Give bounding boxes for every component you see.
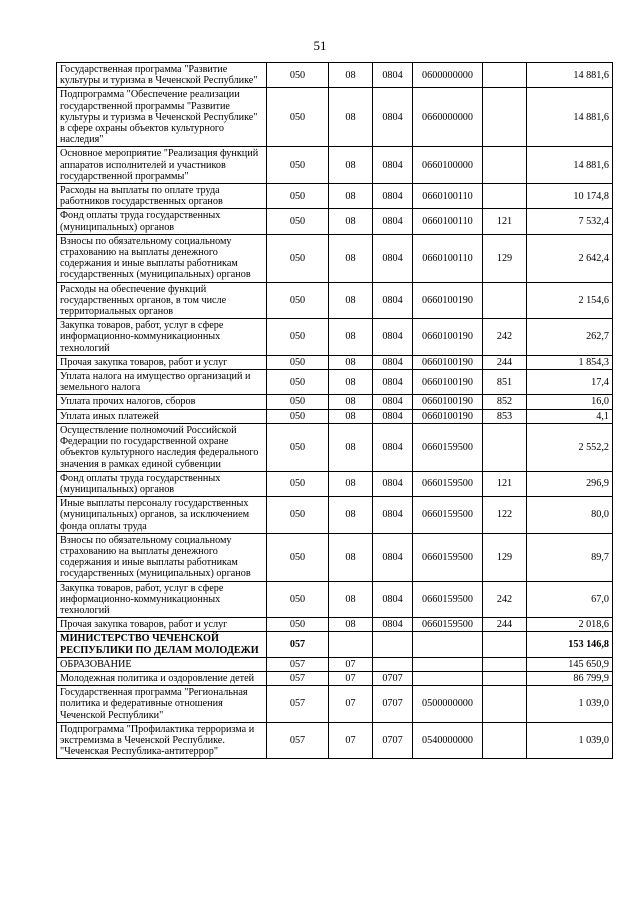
row-csr-cell: 0660100110 [413, 234, 483, 282]
row-prz-cell: 0804 [373, 581, 413, 618]
row-sum-cell: 296,9 [527, 471, 613, 496]
table-row [57, 471, 613, 496]
row-sum-cell: 89,7 [527, 533, 613, 581]
row-prz-cell: 0804 [373, 282, 413, 319]
row-sum-cell: 67,0 [527, 581, 613, 618]
row-ved-cell: 050 [267, 319, 329, 356]
table-row [57, 370, 613, 395]
row-name-cell: Взносы по обязательному социальному страхованию на выплаты денежного содержания и иные выплаты работникам государственных (муниципальных) органов [57, 533, 267, 581]
row-sum-cell: 2 552,2 [527, 423, 613, 471]
table-row [57, 497, 613, 534]
row-sum-cell: 7 532,4 [527, 209, 613, 234]
row-sum-cell: 1 039,0 [527, 722, 613, 759]
row-prz-cell [373, 632, 413, 657]
row-ved-cell: 050 [267, 618, 329, 632]
table-row [57, 533, 613, 581]
row-csr-cell: 0660159500 [413, 471, 483, 496]
row-name-cell: Уплата налога на имущество организаций и земельного налога [57, 370, 267, 395]
row-csr-cell: 0660100190 [413, 282, 483, 319]
row-prz-cell: 0804 [373, 184, 413, 209]
row-prz-cell: 0804 [373, 618, 413, 632]
row-name-cell: ОБРАЗОВАНИЕ [57, 657, 267, 671]
row-rz-cell: 07 [329, 686, 373, 723]
row-csr-cell [413, 657, 483, 671]
row-rz-cell: 07 [329, 671, 373, 685]
row-csr-cell: 0660100000 [413, 147, 483, 184]
table-row [57, 632, 613, 657]
row-name-cell: Осуществление полномочий Российской Федерации по государственной охране объектов культурного наследия федерального значения в рамках единой субвенции [57, 423, 267, 471]
table-row [57, 88, 613, 147]
row-sum-cell: 153 146,8 [527, 632, 613, 657]
row-sum-cell: 14 881,6 [527, 147, 613, 184]
row-vr-cell: 122 [483, 497, 527, 534]
table-row [57, 63, 613, 88]
row-csr-cell: 0660100190 [413, 395, 483, 409]
table-row [57, 395, 613, 409]
row-prz-cell [373, 657, 413, 671]
row-prz-cell: 0804 [373, 63, 413, 88]
row-sum-cell: 2 642,4 [527, 234, 613, 282]
row-csr-cell: 0660100190 [413, 355, 483, 369]
row-sum-cell: 86 799,9 [527, 671, 613, 685]
row-name-cell: Прочая закупка товаров, работ и услуг [57, 618, 267, 632]
row-name-cell: Расходы на выплаты по оплате труда работников государственных органов [57, 184, 267, 209]
row-prz-cell: 0804 [373, 147, 413, 184]
row-csr-cell: 0660159500 [413, 497, 483, 534]
table-row [57, 234, 613, 282]
table-row [57, 618, 613, 632]
row-ved-cell: 050 [267, 234, 329, 282]
row-name-cell: Государственная программа "Развитие культуры и туризма в Чеченской Республике" [57, 63, 267, 88]
row-rz-cell: 08 [329, 409, 373, 423]
row-vr-cell [483, 184, 527, 209]
row-csr-cell: 0660159500 [413, 533, 483, 581]
row-ved-cell: 057 [267, 686, 329, 723]
row-name-cell: МИНИСТЕРСТВО ЧЕЧЕНСКОЙ РЕСПУБЛИКИ ПО ДЕЛАМ МОЛОДЕЖИ [57, 632, 267, 657]
row-rz-cell: 08 [329, 471, 373, 496]
row-name-cell: Иные выплаты персоналу государственных (муниципальных) органов, за исключением фонда оплаты труда [57, 497, 267, 534]
row-sum-cell: 14 881,6 [527, 63, 613, 88]
row-sum-cell: 4,1 [527, 409, 613, 423]
row-csr-cell: 0660100110 [413, 184, 483, 209]
table-row [57, 147, 613, 184]
row-prz-cell: 0804 [373, 319, 413, 356]
table-row [57, 581, 613, 618]
row-name-cell: Уплата иных платежей [57, 409, 267, 423]
page-number: 51 [313, 38, 327, 53]
row-name-cell: Подпрограмма "Обеспечение реализации государственной программы "Развитие культуры и туризма в Чеченской Республике" в сфере охраны объектов культурного наследия" [57, 88, 267, 147]
row-vr-cell [483, 686, 527, 723]
row-rz-cell: 08 [329, 209, 373, 234]
row-vr-cell: 242 [483, 319, 527, 356]
row-csr-cell: 0660100190 [413, 370, 483, 395]
row-sum-cell: 145 650,9 [527, 657, 613, 671]
row-ved-cell: 050 [267, 209, 329, 234]
row-rz-cell: 08 [329, 423, 373, 471]
row-name-cell: Фонд оплаты труда государственных (муниципальных) органов [57, 209, 267, 234]
row-ved-cell: 050 [267, 370, 329, 395]
row-name-cell: Молодежная политика и оздоровление детей [57, 671, 267, 685]
row-vr-cell [483, 147, 527, 184]
row-csr-cell: 0660159500 [413, 423, 483, 471]
row-sum-cell: 2 018,6 [527, 618, 613, 632]
table-row [57, 282, 613, 319]
row-vr-cell: 244 [483, 618, 527, 632]
row-rz-cell: 08 [329, 234, 373, 282]
table-row [57, 423, 613, 471]
row-prz-cell: 0804 [373, 533, 413, 581]
row-csr-cell: 0660100190 [413, 409, 483, 423]
row-vr-cell: 852 [483, 395, 527, 409]
row-sum-cell: 17,4 [527, 370, 613, 395]
row-vr-cell [483, 671, 527, 685]
row-csr-cell: 0660000000 [413, 88, 483, 147]
row-ved-cell: 057 [267, 671, 329, 685]
row-prz-cell: 0804 [373, 88, 413, 147]
table-row [57, 657, 613, 671]
row-name-cell: Подпрограмма "Профилактика терроризма и экстремизма в Чеченской Республике. "Чеченская Республика-антитеррор" [57, 722, 267, 759]
row-vr-cell: 129 [483, 234, 527, 282]
table-row [57, 209, 613, 234]
row-ved-cell: 050 [267, 88, 329, 147]
row-name-cell: Фонд оплаты труда государственных (муниципальных) органов [57, 471, 267, 496]
row-ved-cell: 050 [267, 497, 329, 534]
row-vr-cell: 242 [483, 581, 527, 618]
row-vr-cell: 121 [483, 471, 527, 496]
row-rz-cell: 08 [329, 497, 373, 534]
table-row [57, 722, 613, 759]
row-sum-cell: 14 881,6 [527, 88, 613, 147]
row-sum-cell: 1 854,3 [527, 355, 613, 369]
row-csr-cell: 0500000000 [413, 686, 483, 723]
row-prz-cell: 0804 [373, 370, 413, 395]
row-csr-cell [413, 632, 483, 657]
row-prz-cell: 0804 [373, 423, 413, 471]
table-row [57, 686, 613, 723]
row-ved-cell: 050 [267, 355, 329, 369]
row-rz-cell: 07 [329, 657, 373, 671]
row-rz-cell: 08 [329, 355, 373, 369]
row-csr-cell: 0600000000 [413, 63, 483, 88]
row-ved-cell: 050 [267, 533, 329, 581]
row-rz-cell: 08 [329, 147, 373, 184]
row-csr-cell: 0540000000 [413, 722, 483, 759]
row-rz-cell [329, 632, 373, 657]
row-ved-cell: 050 [267, 147, 329, 184]
row-sum-cell: 1 039,0 [527, 686, 613, 723]
budget-table [56, 62, 613, 759]
table-row [57, 319, 613, 356]
row-rz-cell: 07 [329, 722, 373, 759]
row-vr-cell [483, 88, 527, 147]
row-prz-cell: 0707 [373, 722, 413, 759]
row-csr-cell: 0660100110 [413, 209, 483, 234]
row-name-cell: Расходы на обеспечение функций государственных органов, в том числе территориальных органов [57, 282, 267, 319]
row-vr-cell [483, 63, 527, 88]
row-ved-cell: 050 [267, 581, 329, 618]
row-name-cell: Уплата прочих налогов, сборов [57, 395, 267, 409]
row-ved-cell: 057 [267, 657, 329, 671]
row-rz-cell: 08 [329, 63, 373, 88]
row-vr-cell: 853 [483, 409, 527, 423]
row-name-cell: Закупка товаров, работ, услуг в сфере информационно-коммуникационных технологий [57, 581, 267, 618]
row-ved-cell: 050 [267, 282, 329, 319]
row-rz-cell: 08 [329, 184, 373, 209]
row-ved-cell: 050 [267, 409, 329, 423]
row-sum-cell: 16,0 [527, 395, 613, 409]
row-csr-cell: 0660159500 [413, 581, 483, 618]
row-vr-cell: 244 [483, 355, 527, 369]
row-name-cell: Основное мероприятие "Реализация функций аппаратов исполнителей и участников государственной программы" [57, 147, 267, 184]
row-sum-cell: 10 174,8 [527, 184, 613, 209]
row-ved-cell: 050 [267, 423, 329, 471]
row-ved-cell: 057 [267, 632, 329, 657]
row-prz-cell: 0804 [373, 471, 413, 496]
row-rz-cell: 08 [329, 282, 373, 319]
table-row [57, 409, 613, 423]
row-ved-cell: 050 [267, 471, 329, 496]
row-ved-cell: 050 [267, 184, 329, 209]
table-row [57, 355, 613, 369]
row-csr-cell: 0660100190 [413, 319, 483, 356]
row-name-cell: Прочая закупка товаров, работ и услуг [57, 355, 267, 369]
row-sum-cell: 2 154,6 [527, 282, 613, 319]
row-rz-cell: 08 [329, 319, 373, 356]
row-rz-cell: 08 [329, 370, 373, 395]
row-rz-cell: 08 [329, 395, 373, 409]
row-vr-cell [483, 657, 527, 671]
row-vr-cell: 851 [483, 370, 527, 395]
row-vr-cell [483, 282, 527, 319]
row-prz-cell: 0707 [373, 671, 413, 685]
row-rz-cell: 08 [329, 533, 373, 581]
row-rz-cell: 08 [329, 88, 373, 147]
table-row [57, 184, 613, 209]
row-rz-cell: 08 [329, 618, 373, 632]
row-rz-cell: 08 [329, 581, 373, 618]
row-prz-cell: 0804 [373, 395, 413, 409]
row-sum-cell: 262,7 [527, 319, 613, 356]
row-prz-cell: 0707 [373, 686, 413, 723]
row-vr-cell [483, 423, 527, 471]
row-vr-cell: 121 [483, 209, 527, 234]
row-name-cell: Взносы по обязательному социальному страхованию на выплаты денежного содержания и иные выплаты работникам государственных (муниципальных) органов [57, 234, 267, 282]
row-ved-cell: 050 [267, 63, 329, 88]
row-sum-cell: 80,0 [527, 497, 613, 534]
row-prz-cell: 0804 [373, 497, 413, 534]
row-prz-cell: 0804 [373, 234, 413, 282]
row-vr-cell [483, 632, 527, 657]
table-row [57, 671, 613, 685]
row-ved-cell: 050 [267, 395, 329, 409]
row-csr-cell: 0660159500 [413, 618, 483, 632]
row-name-cell: Закупка товаров, работ, услуг в сфере информационно-коммуникационных технологий [57, 319, 267, 356]
row-name-cell: Государственная программа "Региональная политика и федеративные отношения Чеченской Республики" [57, 686, 267, 723]
row-prz-cell: 0804 [373, 209, 413, 234]
row-vr-cell: 129 [483, 533, 527, 581]
row-prz-cell: 0804 [373, 355, 413, 369]
row-vr-cell [483, 722, 527, 759]
row-csr-cell [413, 671, 483, 685]
row-ved-cell: 057 [267, 722, 329, 759]
row-prz-cell: 0804 [373, 409, 413, 423]
